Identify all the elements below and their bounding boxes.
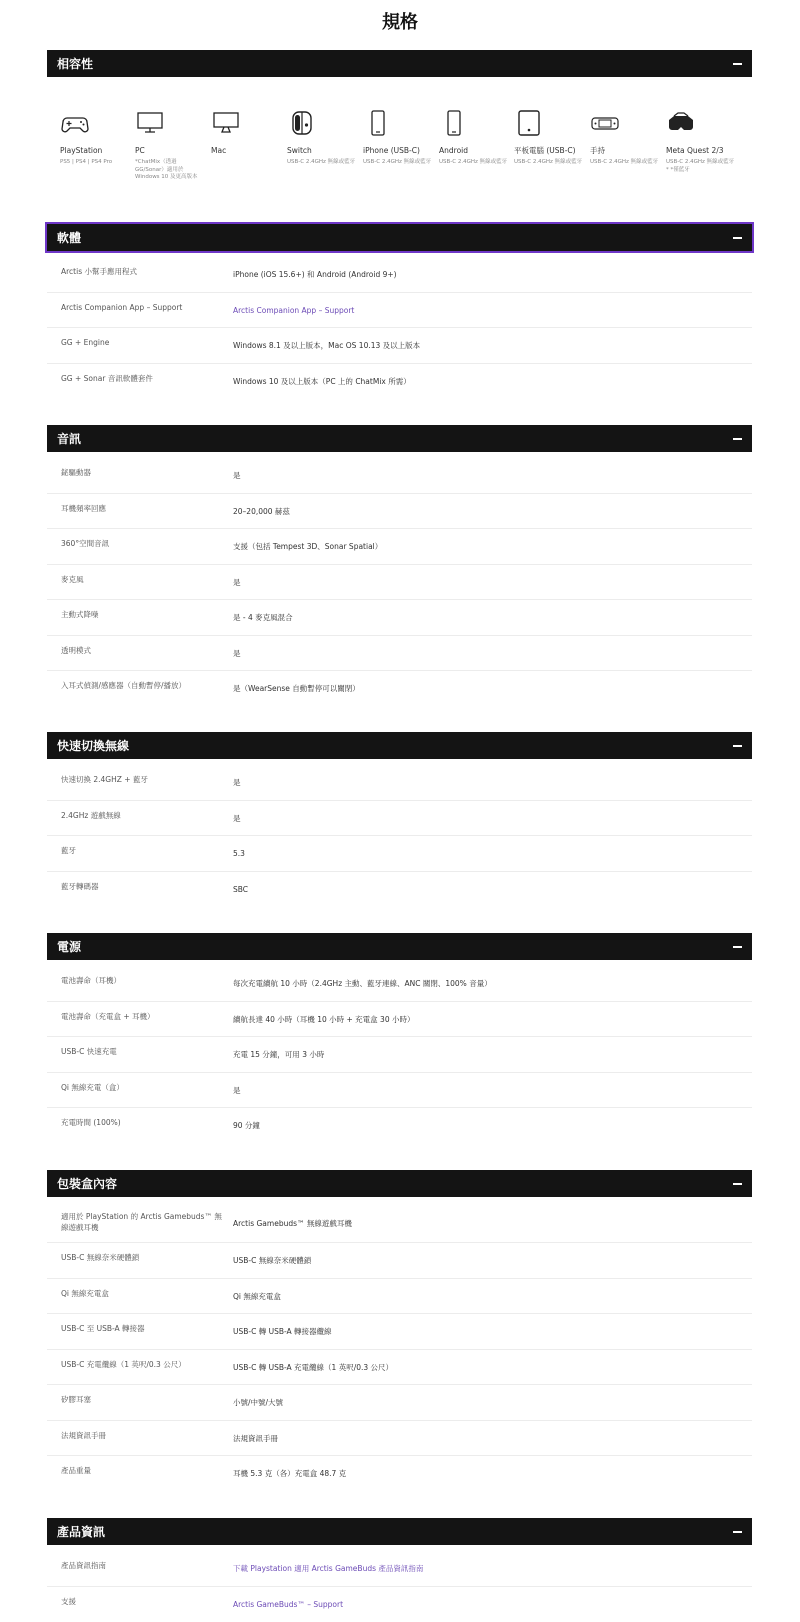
row-value: USB-C 轉 USB-A 充電纜線（1 英呎/0.3 公尺） bbox=[233, 1362, 394, 1372]
row-value: 是 bbox=[233, 778, 241, 787]
compat-name: Switch bbox=[287, 146, 312, 155]
row-label: 360°空間音訊 bbox=[61, 539, 110, 548]
box-contents-rows bbox=[47, 1203, 752, 1492]
compat-item-android bbox=[439, 110, 509, 167]
row-value: 是 - 4 麥克風混合 bbox=[233, 613, 293, 622]
product-info-rows bbox=[47, 1551, 752, 1622]
row-value: USB-C 轉 USB-A 轉接器纜線 bbox=[233, 1327, 332, 1336]
row-label: USB-C 充電纜線（1 英呎/0.3 公尺） bbox=[61, 1359, 186, 1369]
row-label: 產品重量 bbox=[61, 1466, 91, 1475]
desktop-icon bbox=[211, 110, 241, 136]
compat-name: Android bbox=[439, 146, 468, 155]
table-row bbox=[47, 1037, 752, 1073]
table-row bbox=[47, 1108, 752, 1144]
compat-sub: USB-C 2.4GHz 無線或藍牙 bbox=[590, 159, 659, 165]
page-title: 規格 bbox=[382, 12, 418, 33]
collapse-icon[interactable] bbox=[733, 1531, 742, 1533]
row-value: 是（WearSense 自動暫停可以關閉） bbox=[233, 684, 360, 693]
row-label: 2.4GHz 遊戲無線 bbox=[61, 810, 121, 820]
section-header-wireless[interactable] bbox=[47, 732, 752, 759]
row-value: 法規資訊手冊 bbox=[233, 1433, 278, 1443]
table-row bbox=[47, 328, 752, 364]
compat-sub: *ChatMix（透過 GG/Sonar）適用於 Windows 10 及更高版本 bbox=[135, 159, 198, 181]
row-value: 5.3 bbox=[233, 849, 245, 858]
audio-rows bbox=[47, 458, 752, 707]
compat-sub: USB-C 2.4GHz 無線或藍牙* *僅藍牙 bbox=[666, 159, 735, 173]
table-row bbox=[47, 872, 752, 908]
row-label: 麥克風 bbox=[61, 574, 84, 584]
section-title: 電源 bbox=[57, 940, 82, 954]
table-row bbox=[47, 1350, 752, 1386]
table-row bbox=[47, 257, 752, 293]
row-label: 支援 bbox=[61, 1596, 76, 1606]
monitor-icon bbox=[135, 110, 165, 136]
row-label: 快速切換 2.4GHZ + 藍牙 bbox=[61, 775, 148, 784]
compat-name: Meta Quest 2/3 bbox=[666, 146, 724, 155]
row-label: 電池壽命（充電盒 + 耳機） bbox=[61, 1011, 155, 1021]
table-row bbox=[47, 1073, 752, 1109]
table-row bbox=[47, 1203, 752, 1243]
row-label: USB-C 至 USB-A 轉接器 bbox=[61, 1324, 145, 1333]
compat-item-pc bbox=[135, 110, 205, 182]
collapse-icon[interactable] bbox=[733, 946, 742, 948]
table-row bbox=[47, 458, 752, 494]
table-row bbox=[47, 1385, 752, 1421]
row-label: 入耳式偵測/感應器（自動暫停/播放） bbox=[61, 681, 187, 690]
section-title: 快速切換無線 bbox=[57, 739, 130, 753]
table-row bbox=[47, 364, 752, 400]
row-value: 續航長達 40 小時（耳機 10 小時 + 充電盒 30 小時） bbox=[233, 1014, 415, 1024]
power-rows bbox=[47, 966, 752, 1144]
section-title: 相容性 bbox=[57, 57, 94, 71]
compat-item-meta-quest bbox=[666, 110, 736, 174]
row-value: 充電 15 分鐘，可用 3 小時 bbox=[233, 1050, 325, 1059]
table-row bbox=[47, 1002, 752, 1038]
table-row bbox=[47, 529, 752, 565]
row-value: 小號/中號/大號 bbox=[233, 1398, 284, 1407]
row-value: 是 bbox=[233, 648, 241, 658]
support-link[interactable]: Arctis GameBuds™ – Support bbox=[233, 1599, 344, 1609]
row-label: Arctis 小幫手應用程式 bbox=[61, 267, 137, 276]
row-value: 20–20,000 赫茲 bbox=[233, 506, 290, 516]
row-label: 主動式降噪 bbox=[61, 610, 99, 619]
compat-item-iphone bbox=[363, 110, 433, 167]
collapse-icon[interactable] bbox=[733, 63, 742, 65]
compat-name: Mac bbox=[211, 146, 227, 155]
table-row bbox=[47, 1421, 752, 1457]
row-value: Windows 8.1 及以上版本，Mac OS 10.13 及以上版本 bbox=[233, 341, 421, 350]
compat-item-switch bbox=[287, 110, 357, 167]
row-label: 充電時間 (100%) bbox=[61, 1118, 121, 1127]
table-row bbox=[47, 1456, 752, 1492]
row-label: 藍牙轉碼器 bbox=[61, 881, 99, 891]
table-row bbox=[47, 1587, 752, 1622]
row-label: 適用於 PlayStation 的 Arctis Gamebuds™ 無線遊戲耳機 bbox=[61, 1212, 222, 1233]
phone-icon bbox=[363, 110, 393, 136]
table-row bbox=[47, 836, 752, 872]
table-row bbox=[47, 1243, 752, 1279]
row-label: 耳機頻率回應 bbox=[61, 503, 106, 513]
section-title: 包裝盒內容 bbox=[57, 1177, 118, 1191]
switch-icon bbox=[287, 110, 317, 136]
collapse-icon[interactable] bbox=[733, 745, 742, 747]
row-label: USB-C 快速充電 bbox=[61, 1047, 117, 1056]
compat-name: 手持 bbox=[590, 146, 605, 155]
row-value: 是 bbox=[233, 1085, 241, 1095]
row-value: Windows 10 及以上版本（PC 上的 ChatMix 所需） bbox=[233, 376, 411, 386]
compat-sub: USB-C 2.4GHz 無線或藍牙 bbox=[287, 159, 356, 165]
collapse-icon[interactable] bbox=[733, 438, 742, 440]
row-label: Qi 無線充電盒 bbox=[61, 1288, 109, 1298]
row-value: Qi 無線充電盒 bbox=[233, 1291, 281, 1301]
section-title: 音訊 bbox=[57, 432, 82, 446]
compat-item-tablet bbox=[514, 110, 584, 167]
section-header-power[interactable] bbox=[47, 933, 752, 960]
software-rows bbox=[47, 257, 752, 399]
product-info-guide-link[interactable]: 下載 Playstation 適用 Arctis GameBuds 產品資訊指南 bbox=[233, 1564, 424, 1573]
row-label: 鉍驅動器 bbox=[61, 468, 91, 477]
row-value: Arctis Gamebuds™ 無線遊戲耳機 bbox=[233, 1219, 352, 1228]
row-value: 每次充電續航 10 小時（2.4GHz 主動、藍牙連線、ANC 關閉、100% 音量） bbox=[233, 979, 492, 988]
table-row bbox=[47, 1314, 752, 1350]
row-label: 矽膠耳塞 bbox=[61, 1395, 91, 1404]
compat-item-mac bbox=[211, 110, 281, 159]
row-value: 是 bbox=[233, 577, 241, 587]
table-row bbox=[47, 765, 752, 801]
table-row bbox=[47, 494, 752, 530]
compat-sub: USB-C 2.4GHz 無線或藍牙 bbox=[363, 159, 432, 165]
row-label: 產品資訊指南 bbox=[61, 1561, 106, 1570]
handheld-icon bbox=[590, 110, 620, 136]
collapse-icon[interactable] bbox=[733, 1183, 742, 1185]
compat-name: PC bbox=[135, 146, 145, 155]
row-label: GG + Sonar 音訊軟體套件 bbox=[61, 373, 153, 383]
row-label: 透明模式 bbox=[61, 645, 91, 655]
compat-sub: USB-C 2.4GHz 無線或藍牙 bbox=[514, 159, 583, 165]
compat-name: PlayStation bbox=[60, 146, 103, 155]
row-label: 電池壽命（耳機） bbox=[61, 976, 121, 985]
row-label: GG + Engine bbox=[61, 338, 110, 347]
table-row bbox=[47, 636, 752, 672]
wireless-rows bbox=[47, 765, 752, 907]
vr-headset-icon bbox=[666, 110, 696, 136]
section-header-box-contents[interactable] bbox=[47, 1170, 752, 1197]
table-row bbox=[47, 565, 752, 601]
section-header-software[interactable] bbox=[47, 224, 752, 251]
row-value: iPhone (iOS 15.6+) 和 Android (Android 9+) bbox=[233, 270, 397, 279]
row-label: Arctis Companion App – Support bbox=[61, 302, 183, 312]
table-row bbox=[47, 293, 752, 329]
compat-sub: USB-C 2.4GHz 無線或藍牙 bbox=[439, 159, 508, 165]
section-header-compatibility[interactable] bbox=[47, 50, 752, 77]
row-value: USB-C 無線奈米硬體鎖 bbox=[233, 1256, 312, 1265]
compat-sub: PS5 | PS4 | PS4 Pro bbox=[60, 159, 113, 165]
row-value: 支援（包括 Tempest 3D、Sonar Spatial） bbox=[233, 542, 383, 551]
table-row bbox=[47, 1551, 752, 1587]
row-value: 耳機 5.3 克（各）充電盒 48.7 克 bbox=[233, 1469, 347, 1478]
row-value: 是 bbox=[233, 813, 241, 823]
section-header-product-info[interactable] bbox=[47, 1518, 752, 1545]
table-row bbox=[47, 1279, 752, 1315]
collapse-icon[interactable] bbox=[733, 237, 742, 239]
tablet-icon bbox=[514, 110, 544, 136]
row-label: USB-C 無線奈米硬體鎖 bbox=[61, 1253, 140, 1262]
section-header-audio[interactable] bbox=[47, 425, 752, 452]
table-row bbox=[47, 671, 752, 707]
row-label: 法規資訊手冊 bbox=[61, 1430, 106, 1440]
gamepad-icon bbox=[60, 110, 90, 136]
row-value: 是 bbox=[233, 471, 241, 480]
row-value: SBC bbox=[233, 884, 249, 894]
compat-name: iPhone (USB-C) bbox=[363, 146, 420, 155]
phone-icon bbox=[439, 110, 469, 136]
section-title: 產品資訊 bbox=[57, 1525, 106, 1539]
row-label: Qi 無線充電（盒） bbox=[61, 1082, 124, 1092]
compat-name: 平板電腦 (USB-C) bbox=[514, 146, 576, 155]
table-row bbox=[47, 801, 752, 837]
companion-app-support-link[interactable]: Arctis Companion App – Support bbox=[233, 305, 355, 315]
row-value: 90 分鐘 bbox=[233, 1121, 260, 1130]
section-title: 軟體 bbox=[57, 231, 82, 245]
table-row bbox=[47, 966, 752, 1002]
row-label: 藍牙 bbox=[61, 846, 76, 855]
compat-item-playstation bbox=[60, 110, 130, 167]
compat-item-handheld bbox=[590, 110, 660, 167]
table-row bbox=[47, 600, 752, 636]
